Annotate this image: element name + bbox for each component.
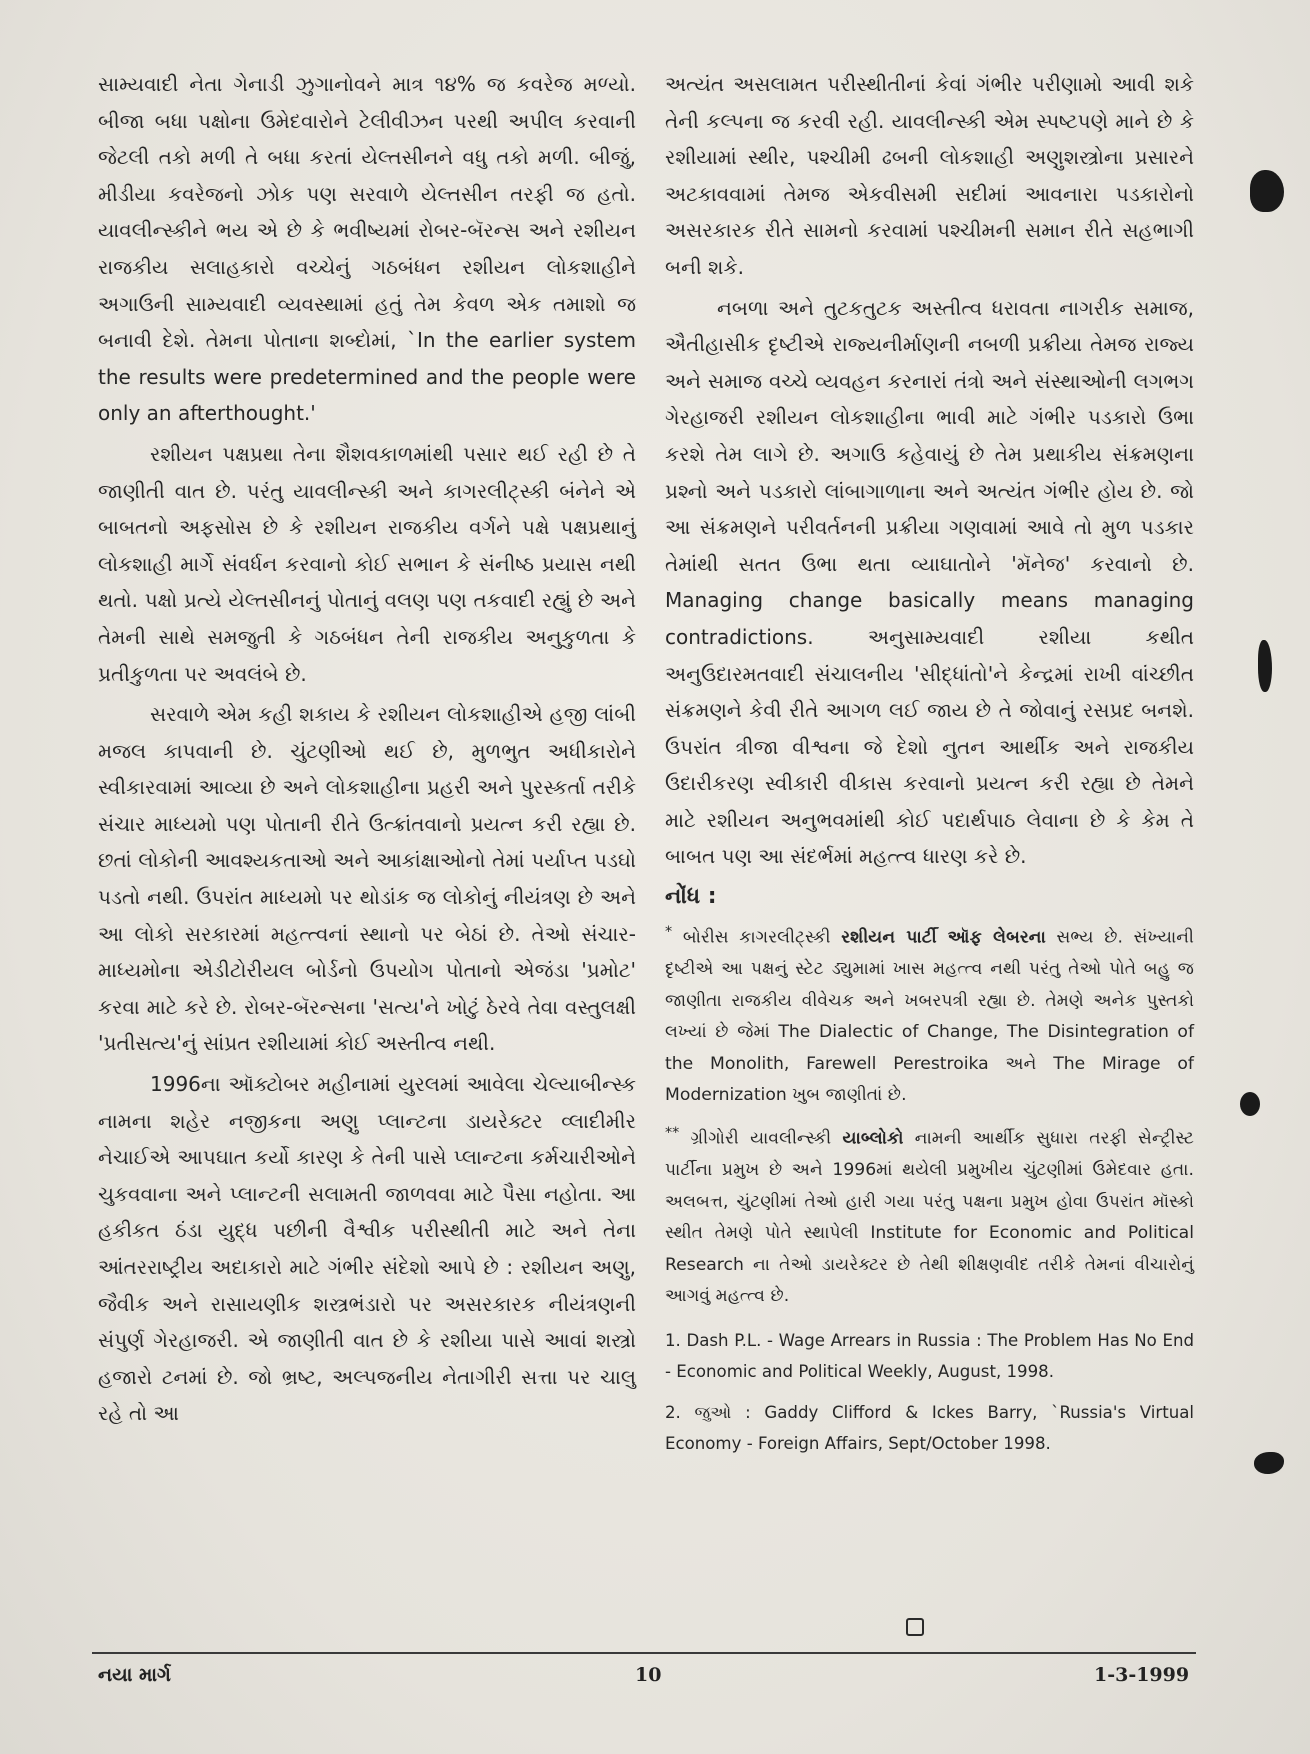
paper-hole-mark	[1258, 640, 1272, 692]
paragraph: અત્યંત અસલામત પરીસ્થીતીનાં કેવાં ગંભીર પરીણામો આવી શકે તેની કલ્પના જ કરવી રહી. યાવલીન્સ્કી એમ સ્પષ્ટપણે માને છે કે રશીયામાં સ્થીર, પશ્ચીમી ઢબની લોકશાહી અણુશસ્ત્રોના પ્રસારને અટકાવવામાં તેમજ એકવીસમી સદીમાં આવનારા પડકારોનો અસરકારક રીતે સામનો કરવામાં પશ્ચીમની સમાન રીતે સહભાગી બની શકે.	[665, 72, 1194, 279]
paragraph: સરવાળે એમ કહી શકાય કે રશીયન લોકશાહીએ હજી લાંબી મજલ કાપવાની છે. ચુંટણીઓ થઈ છે, મુળભુત અધીકારોને સ્વીકારવામાં આવ્યા છે અને લોકશાહીના પ્રહરી અને પુરસ્કર્તા તરીકે સંચાર માધ્યમો પણ પોતાની રીતે ઉત્ક્રાંતવાનો પ્રયત્ન કરી રહ્યા છે. છતાં લોકોની આવશ્યકતાઓ અને આકાંક્ષાઓનો તેમાં પર્યાપ્ત પડઘો પડતો નથી. ઉપરાંત માધ્યમો પર થોડાંક જ લોકોનું નીયંત્રણ છે અને આ લોકો સરકારમાં મહત્ત્વનાં સ્થાનો પર બેઠાં છે. તેઓ સંચાર-માધ્યમોના એડીટોરીયલ બોર્ડનો ઉપયોગ પોતાનો એજંડા 'પ્રમોટ' કરવા માટે કરે છે. રોબર-બૅરન્સના 'સત્ય'ને ખોટું ઠેરવે તેવા વસ્તુલક્ષી 'પ્રતીસત્ય'નું સાંપ્રત રશીયામાં કોઈ અસ્તીત્વ નથી.	[98, 702, 636, 1056]
paper-hole-mark	[1254, 1452, 1284, 1474]
reference-item: 2. જુઓ : Gaddy Clifford & Ickes Barry, `Russia's Virtual Economy - Foreign Affairs, Sept/October 1998.	[665, 1402, 1194, 1453]
note-lead-bold: રશીયન પાર્ટી ઑફ લેબરના	[841, 927, 1046, 948]
paragraph: રશીયન પક્ષપ્રથા તેના શૈશવકાળમાંથી પસાર થઈ રહી છે તે જાણીતી વાત છે. પરંતુ યાવલીન્સ્કી અને કાગરલીટ્સ્કી બંનેને એ બાબતનો અફસોસ છે કે રશીયન રાજકીય વર્ગને પક્ષે પક્ષપ્રથાનું લોકશાહી માર્ગે સંવર્ધન કરવાનો કોઈ સભાન કે સંનીષ્ઠ પ્રયાસ નથી થતો. પક્ષો પ્રત્યે યેલ્તસીનનું પોતાનું વલણ પણ તકવાદી રહ્યું છે અને તેમની સાથે સમજુતી કે ગઠબંધન તેની રાજકીય અનુકુળતા કે પ્રતીકુળતા પર અવલંબે છે.	[98, 441, 636, 686]
right-column	[665, 66, 1194, 1469]
reference-item: 1. Dash P.L. - Wage Arrears in Russia : The Problem Has No End - Economic and Political Weekly, August, 1998.	[665, 1330, 1194, 1381]
paper-hole-mark	[1250, 170, 1284, 212]
footer-page-number: 10	[635, 1664, 662, 1686]
note-lead-bold: યાબ્લોકો	[842, 1128, 904, 1149]
notes-heading: નોંધ :	[665, 884, 717, 910]
paragraph: 1996ના ઑક્ટોબર મહીનામાં યુરલમાં આવેલા ચેલ્યાબીન્સ્ક નામના શહેર નજીકના અણુ પ્લાન્ટના ડાયરેક્ટર વ્લાદીમીર નેચાઈએ આપઘાત કર્યો કારણ કે તેની પાસે પ્લાન્ટના કર્મચારીઓને ચુકવવાના અને પ્લાન્ટની સલામતી જાળવવા માટે પૈસા નહોતા. આ હકીકત ઠંડા યુદ્ધ પછીની વૈશ્વીક પરીસ્થીતી માટે અને તેના આંતરરાષ્ટ્રીય અદાકારો માટે ગંભીર સંદેશો આપે છે : રશીયન અણુ, જૈવીક અને રાસાયણીક શસ્ત્રભંડારો પર અસરકારક નીયંત્રણની સંપુર્ણ ગેરહાજરી. એ જાણીતી વાત છે કે રશીયા પાસે આવાં શસ્ત્રો હજારો ટનમાં છે. જો ભ્રષ્ટ, અલ્પજનીય નેતાગીરી સત્તા પર ચાલુ રહે તો આ	[98, 1072, 636, 1426]
end-of-article-square	[906, 1618, 924, 1636]
note-text: નામની આર્થીક સુધારા તરફી સેન્ટ્રીસ્ટ પાર્ટીના પ્રમુખ છે અને 1996માં થયેલી પ્રમુખીય ચુંટણીમાં ઉમેદવાર હતા. અલબત્ત, ચુંટણીમાં તેઓ હારી ગયા પરંતુ પક્ષના પ્રમુખ હોવા ઉપરાંત મૉસ્કો સ્થીત તેમણે પોતે સ્થાપેલી Institute for Economic and Political Research ના તેઓ ડાયરેક્ટર છે તેથી શીક્ષણવીદ તરીકે તેમનાં વીચારોનું આગવું મહત્ત્વ છે.	[665, 1128, 1195, 1307]
note-text: સભ્ય છે. સંખ્યાની દૃષ્ટીએ આ પક્ષનું સ્ટેટ ડ્યુમામાં ખાસ મહત્ત્વ નથી પરંતુ તેઓ પોતે બહુ જ જાણીતા રાજકીય વીવેચક અને ખબરપત્રી રહ્યા છે. તેમણે અનેક પુસ્તકો લખ્યાં છે જેમાં The Dialectic of Change, The Disintegration of the Monolith, Farewell Perestroika અને The Mirage of Modernization ખુબ જાણીતાં છે.	[665, 927, 1194, 1106]
note-item	[665, 917, 1194, 1112]
notes-list	[665, 917, 1194, 1312]
note-item	[665, 1118, 1194, 1313]
footer-divider	[92, 1652, 1196, 1654]
left-column	[98, 66, 636, 1432]
note-lead: ગ્રીગોરી યાવલીન્સ્કી	[690, 1128, 832, 1149]
paper-hole-mark	[1240, 1092, 1260, 1116]
footer-publication-name: નયા માર્ગ	[98, 1664, 171, 1686]
note-lead: બોરીસ કાગરલીટ્સ્કી	[682, 927, 831, 948]
footer-date: 1-3-1999	[1094, 1664, 1190, 1686]
note-marker: *	[665, 924, 673, 941]
paragraph: સામ્યવાદી નેતા ગેનાડી ઝુગાનોવને માત્ર ૧૪% જ કવરેજ મળ્યો. બીજા બધા પક્ષોના ઉમેદવારોને ટેલીવીઝન પરથી અપીલ કરવાની જેટલી તકો મળી તે બધા કરતાં યેલ્તસીનને વધુ તકો મળી. બીજું, મીડીયા કવરેજનો ઝોક પણ સરવાળે યેલ્તસીન તરફી જ હતો. યાવલીન્સ્કીને ભય એ છે કે ભવીષ્યમાં રોબર-બૅરન્સ અને રશીયન રાજકીય સલાહકારો વચ્ચેનું ગઠબંધન રશીયન લોકશાહીને અગાઉની સામ્યવાદી વ્યવસ્થામાં હતું તેમ કેવળ એક તમાશો જ બનાવી દેશે. તેમના પોતાના શબ્દોમાં, `In the earlier system the results were predetermined and the people were only an afterthought.'	[98, 72, 636, 426]
paragraph: નબળા અને તુટકતુટક અસ્તીત્વ ધરાવતા નાગરીક સમાજ, ઐતીહાસીક દૃષ્ટીએ રાજ્યનીર્માણની નબળી પ્રક્રીયા તેમજ રાજ્ય અને સમાજ વચ્ચે વ્યવહન કરનારાં તંત્રો અને સંસ્થાઓની લગભગ ગેરહાજરી રશીયન લોકશાહીના ભાવી માટે ગંભીર પડકારો ઉભા કરશે તેમ લાગે છે. અગાઉ કહેવાયું છે તેમ પ્રથાકીય સંક્રમણના પ્રશ્નો અને પડકારો લાંબાગાળાના અને અત્યંત ગંભીર હોય છે. જો આ સંક્રમણને પરીવર્તનની પ્રક્રીયા ગણવામાં આવે તો મુળ પડકાર તેમાંથી સતત ઉભા થતા વ્યાઘાતોને 'મૅનેજ' કરવાનો છે. Managing change basically means managing contradictions. અનુસામ્યવાદી રશીયા કથીત અનુઉદારમતવાદી સંચાલનીય 'સીદ્ધાંતો'ને કેન્દ્રમાં રાખી વાંચ્છીત સંક્રમણને કેવી રીતે આગળ લઈ જાય છે તે જોવાનું રસપ્રદ બનશે. ઉપરાંત ત્રીજા વીશ્વના જે દેશો નુતન આર્થીક અને રાજકીય ઉદારીકરણ સ્વીકારી વીકાસ કરવાનો પ્રયત્ન કરી રહ્યા છે તેમને માટે રશીયન અનુભવમાંથી કોઈ પદાર્થપાઠ લેવાના છે કે કેમ તે બાબત પણ આ સંદર્ભમાં મહત્ત્વ ધારણ કરે છે.	[665, 295, 1194, 869]
references-list	[665, 1325, 1194, 1459]
note-marker: **	[665, 1124, 680, 1141]
